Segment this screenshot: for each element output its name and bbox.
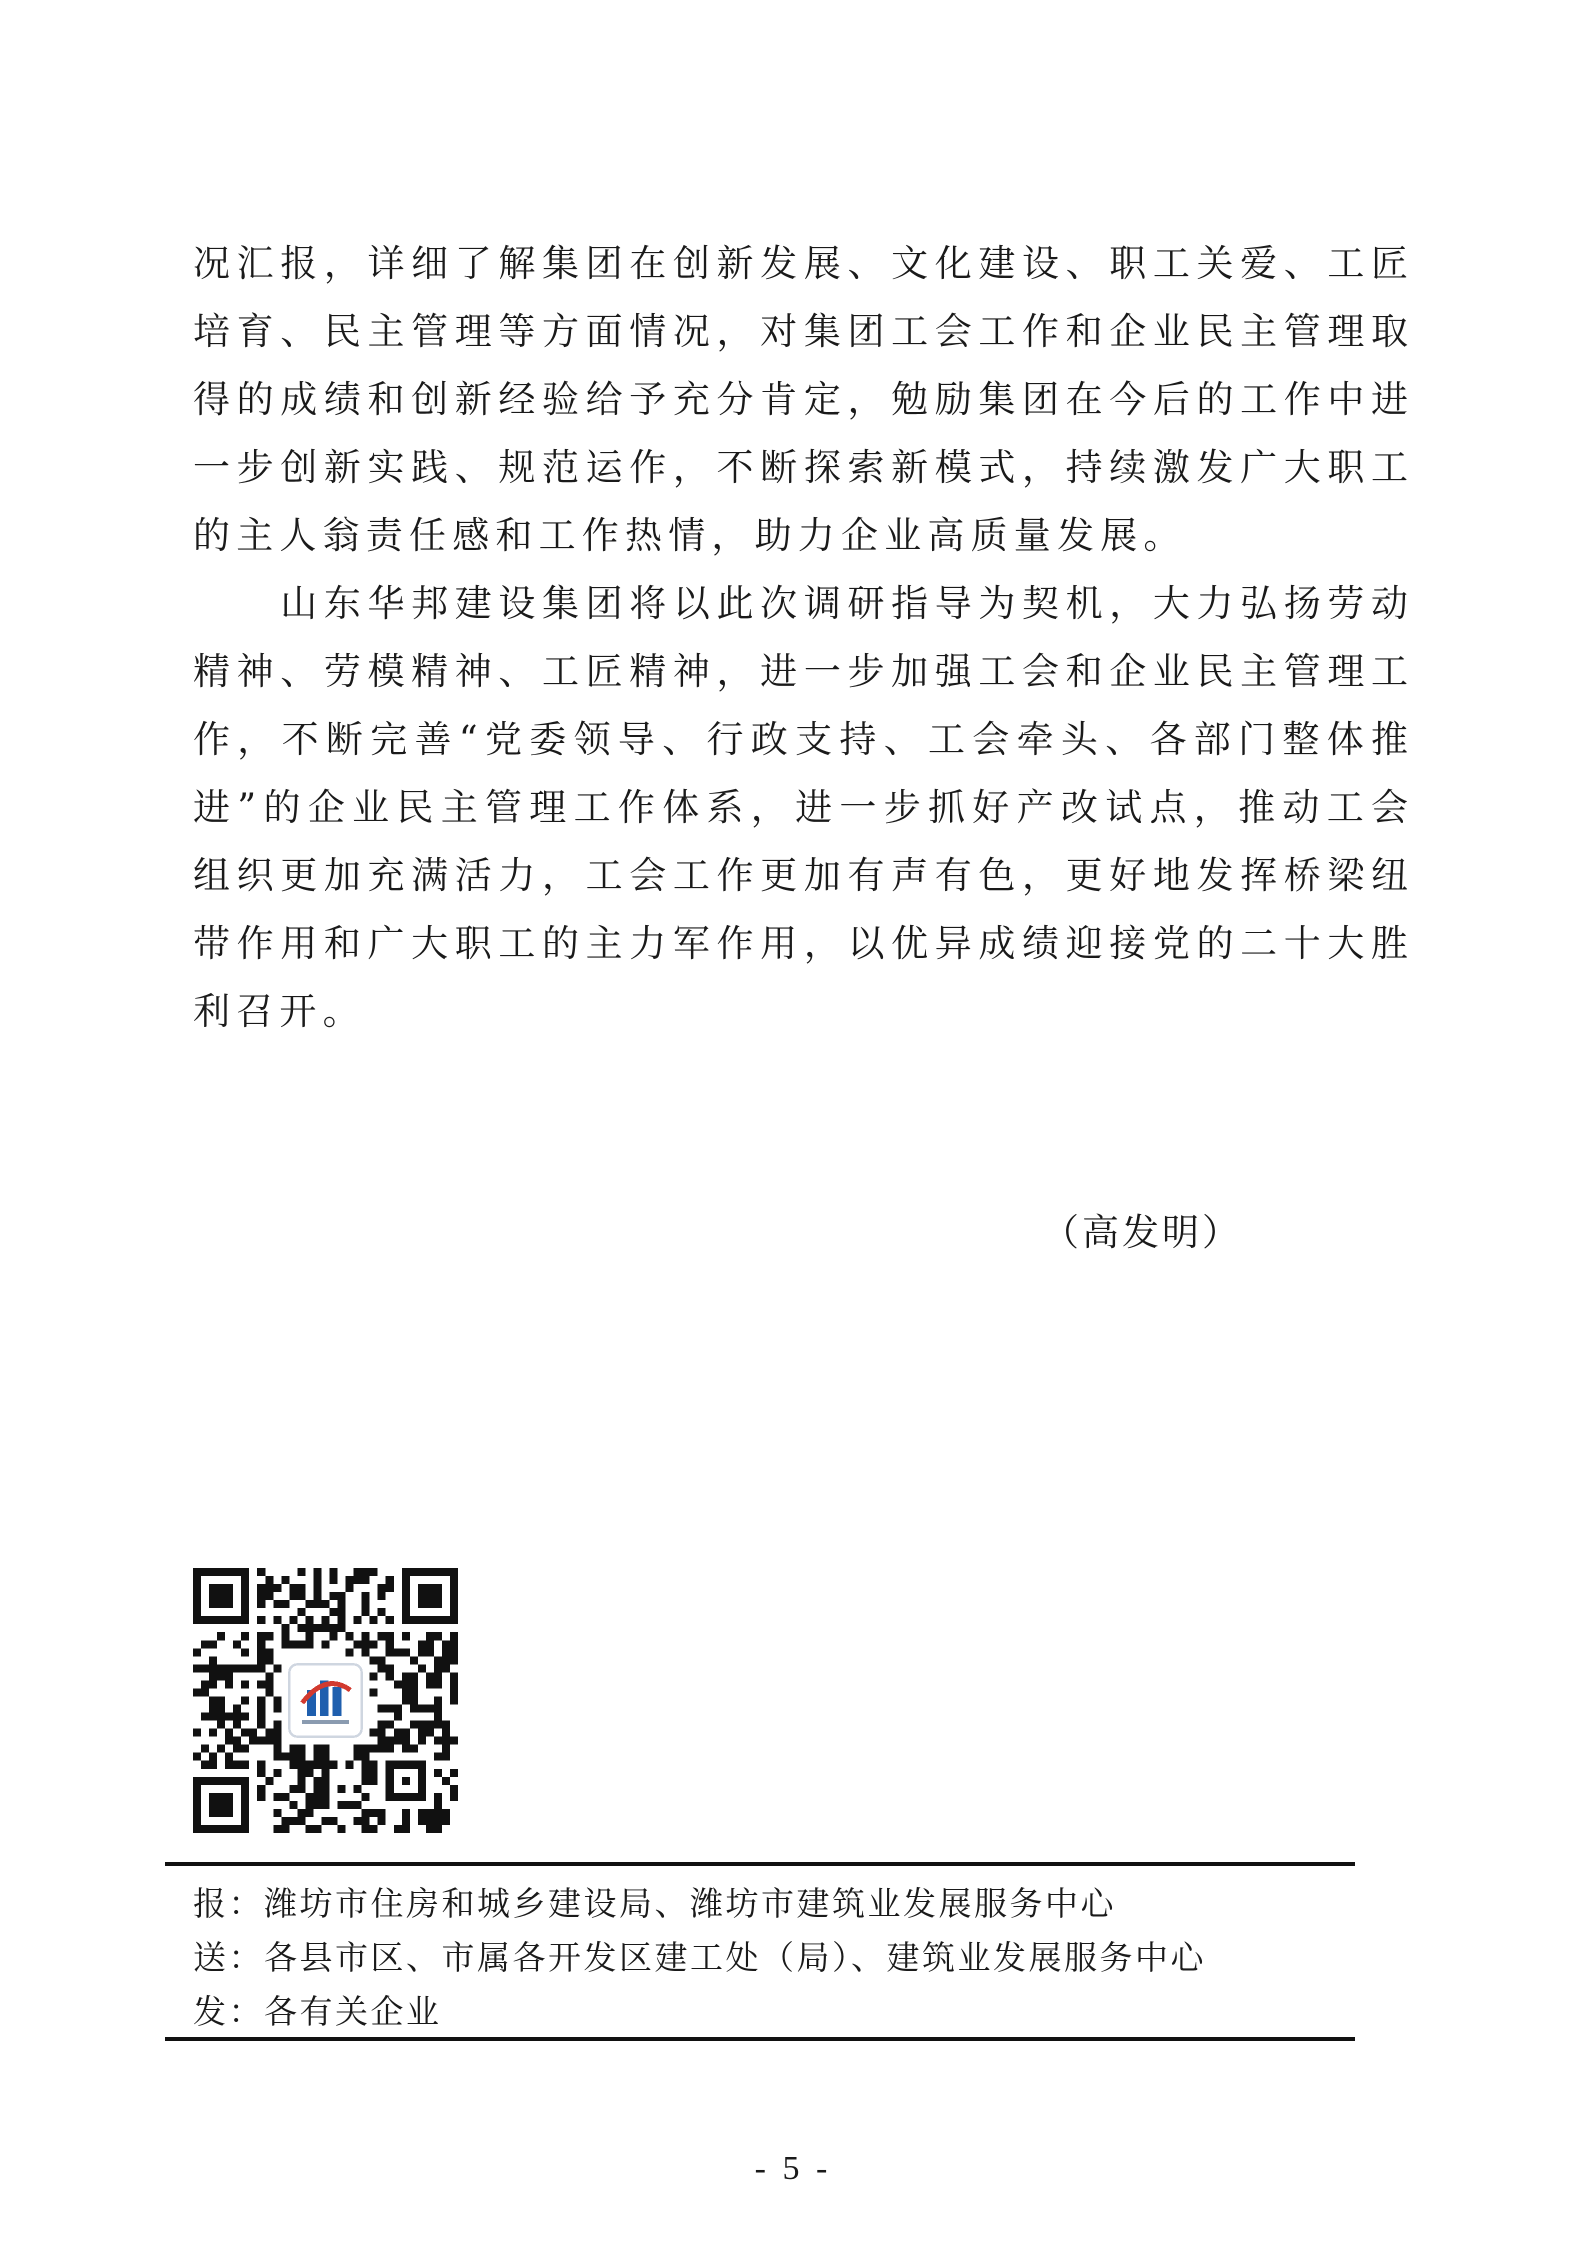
- body-line: 得的成绩和创新经验给予充分肯定，勉励集团在今后的工作中进: [193, 378, 1408, 421]
- qr-code-icon: [193, 1568, 458, 1833]
- body-line: 况汇报，详细了解集团在创新发展、文化建设、职工关爱、工匠: [193, 242, 1408, 285]
- body-line: 带作用和广大职工的主力军作用，以优异成绩迎接党的二十大胜: [193, 922, 1408, 965]
- author-signature: （高发明）: [1042, 1211, 1242, 1254]
- report-to-line: 报：潍坊市住房和城乡建设局、潍坊市建筑业发展服务中心: [193, 1884, 1116, 1923]
- body-line: 组织更加充满活力，工会工作更加有声有色，更好地发挥桥梁纽: [193, 854, 1408, 897]
- body-text: [193, 230, 1408, 1046]
- body-line: 作，不断完善“党委领导、行政支持、工会牵头、各部门整体推: [193, 718, 1408, 761]
- body-line: 一步创新实践、规范运作，不断探索新模式，持续激发广大职工: [193, 446, 1408, 489]
- page-number: - 5 -: [754, 2150, 832, 2187]
- send-to-line: 送：各县市区、市属各开发区建工处（局）、建筑业发展服务中心: [193, 1938, 1206, 1977]
- body-line: 的主人翁责任感和工作热情，助力企业高质量发展。: [193, 514, 1187, 557]
- body-line: 精神、劳模精神、工匠精神，进一步加强工会和企业民主管理工: [193, 650, 1408, 693]
- issue-to-line: 发：各有关企业: [193, 1992, 442, 2031]
- bottom-divider: [165, 2037, 1355, 2041]
- body-line: 利召开。: [193, 990, 366, 1033]
- body-line: 培育、民主管理等方面情况，对集团工会工作和企业民主管理取: [193, 310, 1408, 353]
- top-divider: [165, 1862, 1355, 1866]
- body-line: 进”的企业民主管理工作体系，进一步抓好产改试点，推动工会: [193, 786, 1408, 829]
- body-line: 山东华邦建设集团将以此次调研指导为契机，大力弘扬劳动: [193, 582, 1408, 625]
